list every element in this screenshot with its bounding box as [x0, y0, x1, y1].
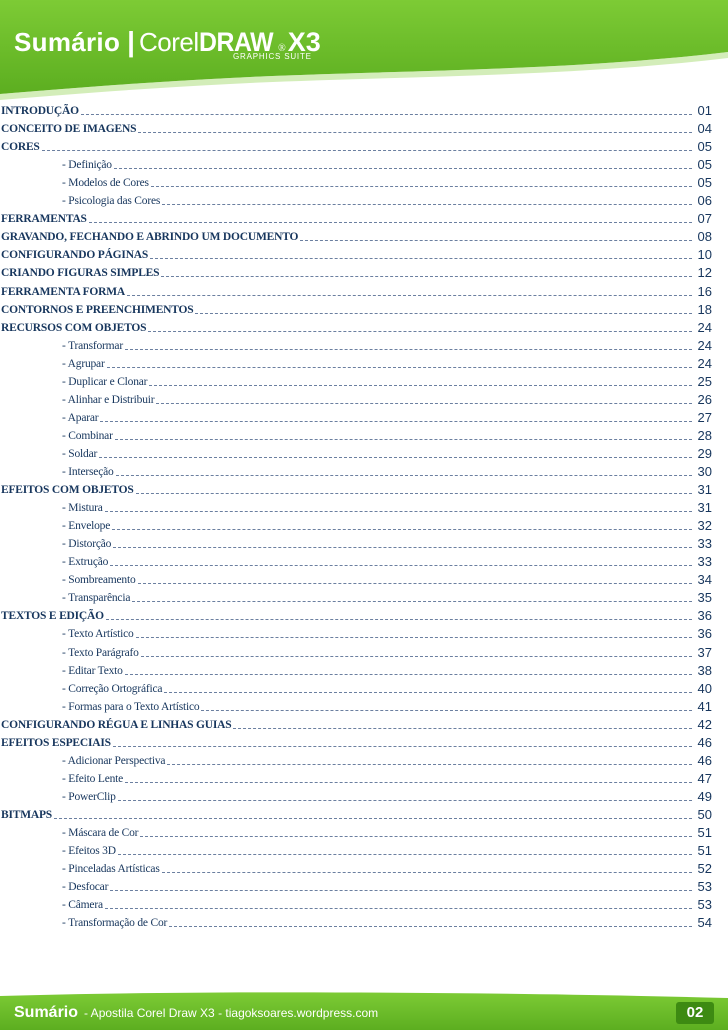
- toc-dot-leader: [42, 150, 692, 151]
- toc-subentry: [0, 389, 712, 407]
- toc-dot-leader: [140, 836, 692, 837]
- toc-entry-label: - PowerClip: [62, 790, 116, 803]
- toc-dot-leader: [54, 818, 692, 819]
- toc-entry-label: - Interseção: [62, 466, 114, 478]
- toc-entry-label: - Editar Texto: [62, 664, 123, 677]
- toc-entry-page: 24: [697, 355, 712, 371]
- toc-subentry: [0, 461, 712, 479]
- toc-entry-label: - Soldar: [62, 447, 98, 460]
- toc-entry-page: 34: [697, 572, 712, 588]
- toc-dot-leader: [167, 764, 692, 765]
- toc-entry-label: - Transformar: [62, 339, 123, 352]
- toc-entry-label: - Efeitos 3D: [62, 845, 116, 858]
- toc-entry-label: - Combinar: [62, 429, 113, 442]
- toc-subentry: [0, 768, 712, 786]
- toc-dot-leader: [113, 547, 692, 548]
- toc-entry-page: 12: [697, 265, 712, 281]
- toc-entry-label: GRAVANDO, FECHANDO E ABRINDO UM DOCUMENTO: [1, 231, 299, 244]
- toc-entry-page: 05: [697, 175, 712, 191]
- toc-entry-page: 05: [697, 157, 712, 173]
- toc-dot-leader: [201, 710, 692, 711]
- toc-dot-leader: [132, 601, 692, 602]
- toc-entry-label: CONTORNOS E PREENCHIMENTOS: [1, 303, 194, 316]
- toc-subentry: [0, 533, 712, 551]
- toc-entry-label: CORES: [1, 141, 40, 154]
- toc-entry-page: 01: [697, 103, 712, 118]
- toc-dot-leader: [138, 132, 692, 133]
- footer-text: [14, 1004, 378, 1022]
- toc-dot-leader: [105, 511, 692, 512]
- toc-entry-label: TEXTOS E EDIÇÃO: [1, 610, 104, 623]
- toc-entry-page: 27: [697, 409, 712, 425]
- toc-entry-page: 41: [697, 698, 712, 714]
- toc-entry-page: 51: [697, 843, 712, 859]
- toc-dot-leader: [162, 872, 692, 873]
- toc-dot-leader: [138, 583, 692, 584]
- toc-dot-leader: [81, 114, 692, 115]
- toc-entry-label: - Mistura: [62, 502, 103, 515]
- toc-subentry: [0, 353, 712, 371]
- toc-dot-leader: [300, 240, 692, 241]
- toc-dot-leader: [110, 565, 692, 566]
- toc-dot-leader: [125, 674, 692, 675]
- toc-subentry: [0, 822, 712, 840]
- toc-entry-page: 35: [697, 590, 712, 606]
- toc-dot-leader: [106, 619, 692, 620]
- toc-entry-page: 04: [697, 121, 712, 137]
- toc-entry-label: INTRODUÇÃO: [1, 105, 79, 117]
- toc-entry: [0, 136, 712, 154]
- toc-entry-label: - Máscara de Cor: [62, 827, 139, 839]
- toc-entry-page: 54: [697, 915, 712, 931]
- toc-dot-leader: [151, 186, 692, 187]
- toc-entry-label: BITMAPS: [1, 808, 52, 821]
- toc-subentry: [0, 786, 712, 804]
- toc-entry-page: 40: [697, 680, 712, 696]
- toc-subentry: [0, 154, 712, 172]
- toc-dot-leader: [116, 475, 692, 476]
- toc-entry-label: - Desfocar: [62, 881, 109, 894]
- toc-entry-label: - Transformação de Cor: [62, 917, 168, 930]
- toc-entry-label: FERRAMENTA FORMA: [1, 285, 126, 298]
- toc-entry-page: 38: [697, 662, 712, 678]
- toc-subentry: [0, 678, 712, 696]
- toc-subentry: [0, 569, 712, 587]
- toc-entry-label: - Duplicar e Clonar: [62, 375, 148, 388]
- toc-entry-label: CONCEITO DE IMAGENS: [1, 123, 137, 136]
- toc-dot-leader: [110, 890, 692, 891]
- toc-entry-page: 26: [697, 391, 712, 407]
- toc-entry-page: 24: [697, 319, 712, 335]
- toc-entry-page: 06: [697, 193, 712, 209]
- toc-entry-label: CONFIGURANDO RÉGUA E LINHAS GUIAS: [1, 718, 232, 731]
- toc-dot-leader: [136, 493, 692, 494]
- toc-entry-label: - Distorção: [62, 538, 112, 551]
- toc-entry-page: 31: [697, 482, 712, 498]
- toc-entry-page: 18: [697, 301, 712, 317]
- toc-subentry: [0, 696, 712, 714]
- toc-subentry: [0, 623, 712, 641]
- toc-entry-page: 32: [697, 518, 712, 534]
- toc-entry: [0, 299, 712, 317]
- footer-title: Sumário: [14, 1004, 79, 1021]
- toc-subentry: [0, 407, 712, 425]
- toc-entry: [0, 479, 712, 497]
- toc-entry-label: - Definição: [62, 159, 112, 172]
- toc-entry: [0, 732, 712, 750]
- toc-dot-leader: [112, 529, 692, 530]
- toc-entry-page: 47: [697, 770, 712, 786]
- toc-entry-page: 10: [697, 247, 712, 263]
- toc-dot-leader: [89, 222, 692, 223]
- toc-entry-page: 51: [697, 825, 712, 840]
- toc-subentry: [0, 912, 712, 930]
- logo-draw-text: DRAW: [198, 27, 273, 57]
- toc-dot-leader: [169, 926, 692, 927]
- logo-corel-text: Corel: [138, 27, 199, 57]
- toc-entry-label: - Texto Artístico: [62, 628, 134, 641]
- toc-dot-leader: [99, 457, 692, 458]
- toc-dot-leader: [115, 439, 692, 440]
- toc-subentry: [0, 443, 712, 461]
- toc-entry: [0, 244, 712, 262]
- toc-dot-leader: [118, 800, 692, 801]
- toc-subentry: [0, 660, 712, 678]
- toc-entry-label: - Envelope: [62, 520, 111, 533]
- toc-dot-leader: [136, 637, 692, 638]
- toc-dot-leader: [100, 421, 692, 422]
- toc-dot-leader: [118, 854, 692, 855]
- page-title: Sumário: [14, 27, 121, 57]
- toc-entry-label: - Alinhar e Distribuir: [62, 393, 155, 406]
- toc-entry-page: 50: [697, 806, 712, 822]
- page-number-badge: 02: [676, 1002, 714, 1024]
- toc-subentry: [0, 497, 712, 515]
- toc-entry: [0, 208, 712, 226]
- toc-entry: [0, 714, 712, 732]
- footer-subtitle: - Apostila Corel Draw X3 - tiagoksoares.wordpress.com: [84, 1006, 379, 1020]
- toc-dot-leader: [150, 258, 692, 259]
- toc-entry-page: 53: [697, 897, 712, 913]
- toc-entry: [0, 605, 712, 623]
- toc-entry-label: - Efeito Lente: [62, 772, 124, 785]
- toc-entry-page: 28: [697, 427, 712, 443]
- toc-subentry: [0, 335, 712, 353]
- logo-registered-mark: ®: [278, 43, 286, 54]
- toc-entry-label: - Pinceladas Artísticas: [62, 863, 160, 876]
- toc-entry-page: 24: [697, 337, 712, 353]
- toc-subentry: [0, 371, 712, 389]
- toc-dot-leader: [148, 331, 692, 332]
- toc-entry-label: EFEITOS ESPECIAIS: [1, 736, 111, 749]
- toc-entry-page: 46: [697, 752, 712, 768]
- toc-subentry: [0, 172, 712, 190]
- toc-entry: [0, 281, 712, 299]
- toc-subentry: [0, 750, 712, 768]
- toc-entry-page: 05: [697, 139, 712, 155]
- toc-entry-page: 52: [697, 861, 712, 877]
- toc-dot-leader: [161, 276, 692, 277]
- toc-subentry: [0, 587, 712, 605]
- toc-entry-label: CONFIGURANDO PÁGINAS: [1, 249, 149, 262]
- toc-entry-page: 33: [697, 554, 712, 570]
- toc-entry-page: 25: [697, 373, 712, 389]
- toc-subentry: [0, 551, 712, 569]
- page-header: [0, 0, 728, 100]
- toc-dot-leader: [125, 782, 692, 783]
- toc-entry-page: 49: [697, 788, 712, 804]
- toc-entry-label: - Texto Parágrafo: [62, 646, 139, 659]
- title-separator: |: [127, 26, 135, 57]
- toc-entry: [0, 317, 712, 335]
- toc-dot-leader: [107, 367, 692, 368]
- toc-entry-page: 08: [697, 229, 712, 245]
- toc-dot-leader: [105, 908, 692, 909]
- toc-entry-label: - Câmera: [62, 899, 103, 912]
- toc-subentry: [0, 190, 712, 208]
- toc-dot-leader: [141, 656, 692, 657]
- toc-entry-label: - Agrupar: [62, 357, 105, 370]
- toc-entry-page: 16: [697, 283, 712, 299]
- toc-entry-label: CRIANDO FIGURAS SIMPLES: [1, 267, 160, 280]
- toc-entry-label: FERRAMENTAS: [1, 213, 87, 226]
- toc-entry: [0, 262, 712, 280]
- toc-subentry: [0, 894, 712, 912]
- toc-dot-leader: [125, 349, 692, 350]
- toc-subentry: [0, 425, 712, 443]
- toc-dot-leader: [127, 295, 692, 296]
- toc-entry-page: 07: [697, 211, 712, 227]
- page-footer: [0, 990, 728, 1030]
- toc-entry-label: EFEITOS COM OBJETOS: [1, 484, 134, 497]
- toc-entry-page: 53: [697, 879, 712, 895]
- toc-dot-leader: [149, 385, 692, 386]
- toc-entry-label: - Aparar: [62, 411, 99, 424]
- toc-entry: [0, 804, 712, 822]
- toc-dot-leader: [233, 728, 692, 729]
- toc-subentry: [0, 840, 712, 858]
- toc-subentry: [0, 515, 712, 533]
- toc-entry-page: 37: [697, 644, 712, 660]
- toc-entry-label: - Transparência: [62, 592, 131, 605]
- toc-entry: [0, 100, 712, 118]
- toc-entry-label: - Modelos de Cores: [62, 177, 149, 190]
- logo-version-text: X3: [287, 27, 321, 57]
- toc-dot-leader: [195, 313, 692, 314]
- logo-subtitle: GRAPHICS SUITE: [233, 52, 312, 61]
- toc-entry-page: 42: [697, 716, 712, 732]
- toc-dot-leader: [164, 692, 692, 693]
- toc-entry-page: 36: [697, 608, 712, 624]
- toc-subentry: [0, 876, 712, 894]
- toc-subentry: [0, 858, 712, 876]
- toc-subentry: [0, 642, 712, 660]
- toc-entry-page: 30: [697, 464, 712, 479]
- toc-dot-leader: [162, 204, 692, 205]
- toc-entry-label: - Extrução: [62, 556, 109, 569]
- toc-entry-label: RECURSOS COM OBJETOS: [1, 321, 147, 334]
- toc-dot-leader: [156, 403, 692, 404]
- toc-entry: [0, 118, 712, 136]
- toc-entry-page: 36: [697, 626, 712, 642]
- toc-entry-page: 33: [697, 536, 712, 552]
- toc-entry-page: 46: [697, 734, 712, 750]
- toc-entry-label: - Adicionar Perspectiva: [62, 754, 166, 767]
- toc-entry: [0, 226, 712, 244]
- toc-dot-leader: [113, 746, 692, 747]
- toc-entry-label: - Psicologia das Cores: [62, 195, 161, 208]
- toc-entry-label: - Sombreamento: [62, 574, 136, 587]
- toc-entry-page: 29: [697, 445, 712, 461]
- toc-entry-label: - Formas para o Texto Artístico: [62, 700, 200, 713]
- toc-entry-label: - Correção Ortográfica: [62, 682, 163, 695]
- toc-entry-page: 31: [697, 500, 712, 516]
- toc-dot-leader: [114, 168, 692, 169]
